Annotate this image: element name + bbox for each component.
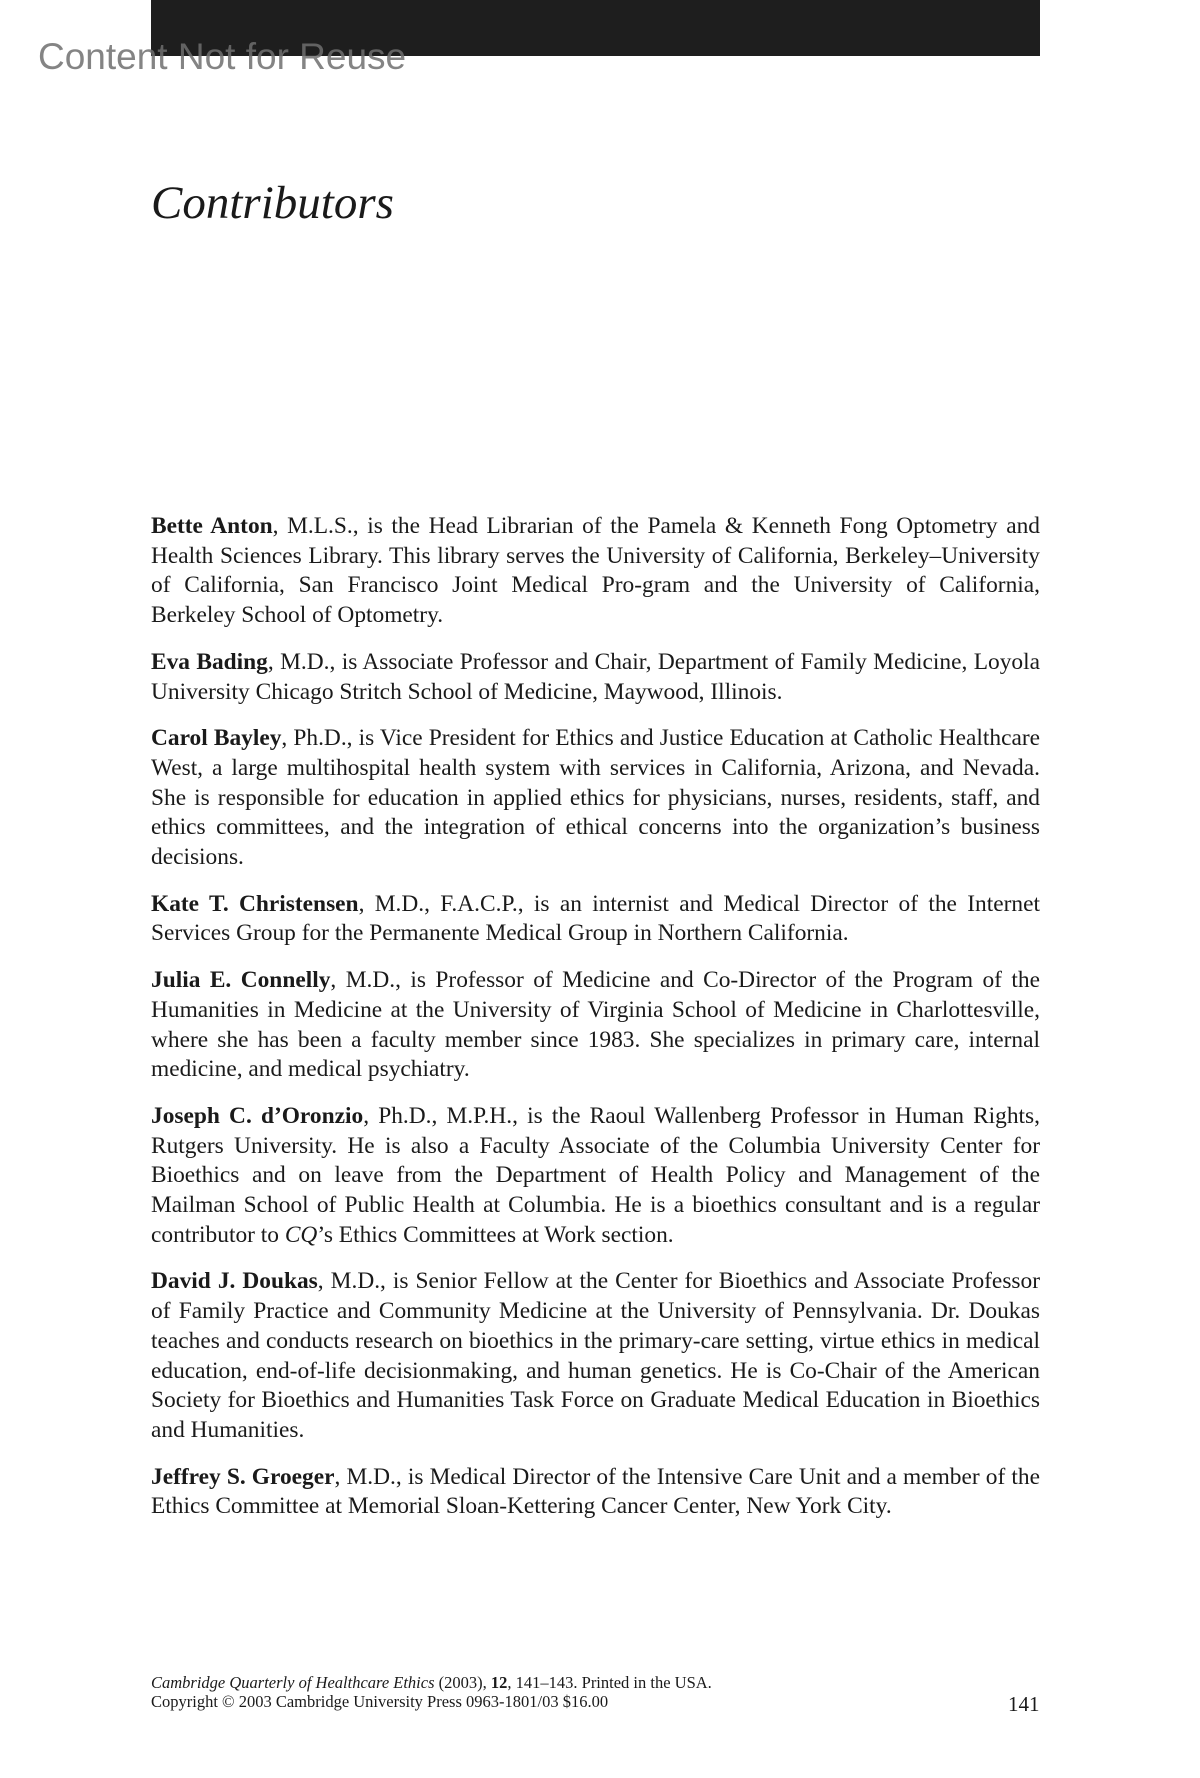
page-title: Contributors — [151, 177, 394, 229]
contributor-bio: , M.D., is Associate Professor and Chair, Department of Family Medicine, Loyola University Chicago Stritch School of Medicine, Maywood, Illinois. — [151, 648, 1040, 705]
contributor-entry — [151, 648, 1040, 707]
contributor-bio: , M.D., is Senior Fellow at the Center for Bioethics and Associate Professor of Family Practice and Community Medicine at the University of Pennsylvania. Dr. Doukas teaches and conducts research on bioethics in the primary-care setting, virtue ethics in medical education, end-of-life decisionmaking, and human genetics. He is Co-Chair of the American Society for Bioethics and Humanities Task Force on Graduate Medical Education in Bioethics and Humanities. — [151, 1268, 1041, 1443]
contributor-name: David J. Doukas — [151, 1268, 318, 1295]
contributor-bio: , Ph.D., M.P.H., is the Raoul Wallenberg Professor in Human Rights, Rutgers University. He is also a Faculty Associate of the Columbia University Center for Bioethics and on leave from the Department of Health Policy and Management of the Mailman School of Public Health at Columbia. He is a bioethics consultant and is a regular contributor to — [151, 1102, 1041, 1248]
citation-line — [151, 1673, 1040, 1692]
contributor-bio: , M.D., F.A.C.P., is an internist and Medical Director of the Internet Services Group for the Permanente Medical Group in Northern California. — [151, 890, 1040, 947]
watermark: Content Not for Reuse — [38, 36, 407, 77]
citation-pages: , 141–143. Printed in the USA. — [507, 1673, 712, 1692]
contributor-name: Eva Bading — [151, 648, 268, 675]
contributors-list — [151, 512, 1040, 1539]
page-footer — [151, 1673, 1040, 1711]
page-number: 141 — [1008, 1692, 1040, 1716]
contributor-entry — [151, 890, 1040, 949]
contributor-name: Joseph C. d’Oronzio — [151, 1102, 364, 1129]
journal-name: Cambridge Quarterly of Healthcare Ethics — [151, 1673, 435, 1692]
contributor-bio: , M.L.S., is the Head Librarian of the Pamela & Kenneth Fong Optometry and Health Sciences Library. This library serves the University of California, Berkeley–University of California, San Francisco Joint Medical Pro-gram and the University of California, Berkeley School of Optometry. — [151, 513, 1040, 629]
contributor-name: Jeffrey S. Groeger — [151, 1463, 335, 1490]
contributor-entry — [151, 1102, 1040, 1251]
copyright-line: Copyright © 2003 Cambridge University Press 0963-1801/03 $16.00 — [151, 1692, 609, 1711]
journal-abbreviation: CQ — [284, 1221, 318, 1248]
contributor-entry — [151, 966, 1040, 1085]
citation-year: (2003), — [434, 1673, 491, 1692]
contributor-bio: , M.D., is Medical Director of the Intensive Care Unit and a member of the Ethics Committee at Memorial Sloan-Kettering Cancer Center, New York City. — [151, 1463, 1040, 1520]
citation-volume: 12 — [490, 1673, 508, 1692]
contributor-bio-continued: ’s Ethics Committees at Work section. — [317, 1221, 674, 1248]
contributor-name: Kate T. Christensen — [151, 890, 359, 917]
contributor-entry — [151, 1463, 1040, 1522]
contributor-name: Bette Anton — [151, 513, 273, 539]
contributor-name: Julia E. Connelly — [151, 967, 331, 994]
contributor-name: Carol Bayley — [151, 725, 282, 752]
contributor-entry — [151, 512, 1040, 631]
contributor-entry — [151, 724, 1040, 873]
contributor-bio: , Ph.D., is Vice President for Ethics and Justice Education at Catholic Healthcare West, a large multihospital health system with services in California, Arizona, and Nevada. She is responsible for education in applied ethics for physicians, nurses, residents, staff, and ethics committees, and the integration of ethical concerns into the organization’s business decisions. — [151, 725, 1041, 871]
contributor-bio: , M.D., is Professor of Medicine and Co-Director of the Program of the Humanities in Medicine at the University of Virginia School of Medicine in Charlottesville, where she has been a faculty member since 1983. She specializes in primary care, internal medicine, and medical psychiatry. — [151, 967, 1040, 1083]
contributor-entry — [151, 1267, 1040, 1445]
